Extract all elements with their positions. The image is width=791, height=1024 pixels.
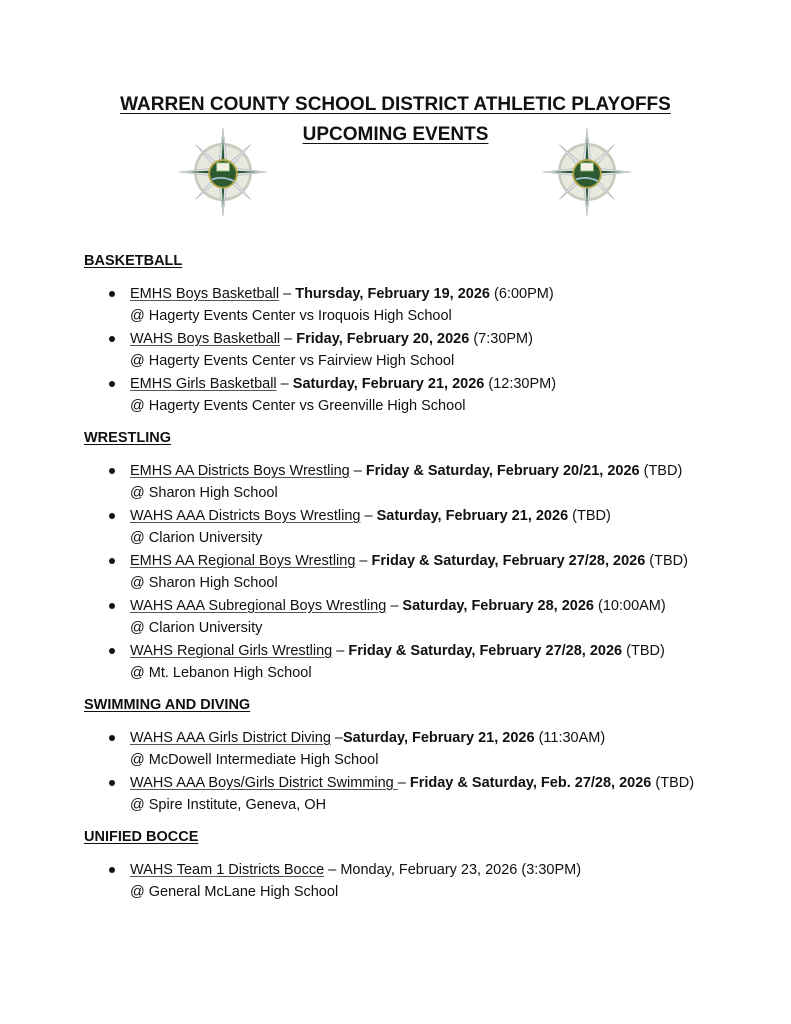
- section-heading: WRESTLING: [84, 430, 171, 446]
- event-link[interactable]: WAHS AAA Subregional Boys Wrestling: [130, 598, 387, 614]
- event-link[interactable]: WAHS AAA Girls District Diving: [130, 730, 331, 746]
- event-line: [130, 859, 764, 881]
- event-list: [84, 727, 764, 816]
- event-time: (TBD): [622, 643, 665, 659]
- separator: –: [355, 553, 372, 569]
- event-time: (3:30PM): [517, 862, 582, 878]
- bullet-icon: [109, 603, 115, 609]
- event-date: Saturday, February 28, 2026: [402, 598, 594, 614]
- event-venue: @ Clarion University: [130, 530, 263, 546]
- event-link[interactable]: EMHS Boys Basketball: [130, 286, 280, 302]
- event-line: [130, 460, 764, 482]
- section-swimming-and-diving: [84, 694, 764, 816]
- event-link[interactable]: WAHS AAA Boys/Girls District Swimming: [130, 775, 398, 791]
- event-item: [84, 595, 764, 639]
- separator: –: [279, 286, 296, 302]
- event-link[interactable]: WAHS AAA Districts Boys Wrestling: [130, 508, 361, 524]
- event-venue: @ Sharon High School: [130, 575, 278, 591]
- event-link[interactable]: EMHS AA Regional Boys Wrestling: [130, 553, 356, 569]
- event-time: (TBD): [651, 775, 695, 791]
- event-venue: @ Spire Institute, Geneva, OH: [130, 797, 327, 813]
- event-line: [130, 328, 764, 350]
- event-list: [84, 283, 764, 417]
- separator: –: [324, 862, 341, 878]
- page-subtitle: UPCOMING EVENTS: [302, 124, 489, 145]
- event-line: [130, 727, 764, 749]
- event-line: [130, 550, 764, 572]
- event-time: (6:00PM): [490, 286, 554, 302]
- event-time: (TBD): [568, 508, 611, 524]
- event-item: [84, 283, 764, 327]
- event-item: [84, 505, 764, 549]
- event-item: [84, 727, 764, 771]
- event-time: (TBD): [645, 553, 688, 569]
- event-link[interactable]: WAHS Boys Basketball: [130, 331, 281, 347]
- event-date: Saturday, February 21, 2026: [376, 508, 569, 524]
- event-time: (11:30AM): [534, 730, 606, 746]
- bullet-icon: [109, 513, 115, 519]
- event-date: Friday & Saturday, Feb. 27/28, 2026: [409, 775, 652, 791]
- separator: –: [276, 376, 293, 392]
- event-list: [84, 460, 764, 684]
- event-link[interactable]: EMHS AA Districts Boys Wrestling: [130, 463, 350, 479]
- event-line: [130, 595, 764, 617]
- event-link[interactable]: WAHS Regional Girls Wrestling: [130, 643, 333, 659]
- separator: –: [397, 775, 410, 791]
- event-venue: @ General McLane High School: [130, 884, 339, 900]
- event-link[interactable]: EMHS Girls Basketball: [130, 376, 277, 392]
- event-venue: @ Mt. Lebanon High School: [130, 665, 312, 681]
- bullet-icon: [109, 735, 115, 741]
- compass-rose-logo-icon: [175, 126, 271, 218]
- bullet-icon: [109, 291, 115, 297]
- bullet-icon: [109, 558, 115, 564]
- section-basketball: [84, 250, 764, 417]
- event-line: [130, 772, 764, 794]
- event-item: [84, 640, 764, 684]
- event-list: [84, 859, 764, 903]
- bullet-icon: [109, 381, 115, 387]
- event-venue: @ Clarion University: [130, 620, 263, 636]
- event-venue: @ McDowell Intermediate High School: [130, 752, 379, 768]
- event-date: Monday, February 23, 2026: [340, 862, 518, 878]
- event-line: [130, 283, 764, 305]
- event-time: (10:00AM): [593, 598, 666, 614]
- event-item: [84, 772, 764, 816]
- event-time: (12:30PM): [484, 376, 557, 392]
- event-date: Friday, February 20, 2026: [296, 331, 470, 347]
- bullet-icon: [109, 468, 115, 474]
- event-time: (TBD): [639, 463, 683, 479]
- section-heading: BASKETBALL: [84, 253, 183, 269]
- compass-rose-logo-icon: [539, 126, 635, 218]
- events-content: [84, 250, 764, 913]
- bullet-icon: [109, 780, 115, 786]
- event-date: Friday & Saturday, February 27/28, 2026: [348, 643, 623, 659]
- event-item: [84, 859, 764, 903]
- event-date: Thursday, February 19, 2026: [295, 286, 490, 302]
- separator: –: [332, 643, 349, 659]
- event-date: Saturday, February 21, 2026: [342, 730, 535, 746]
- event-date: Saturday, February 21, 2026: [292, 376, 485, 392]
- separator: –: [360, 508, 377, 524]
- event-line: [130, 505, 764, 527]
- separator: –: [330, 730, 343, 746]
- section-wrestling: [84, 427, 764, 684]
- event-venue: @ Sharon High School: [130, 485, 278, 501]
- event-item: [84, 550, 764, 594]
- event-item: [84, 460, 764, 504]
- separator: –: [386, 598, 403, 614]
- event-line: [130, 373, 764, 395]
- separator: –: [349, 463, 366, 479]
- event-line: [130, 640, 764, 662]
- bullet-icon: [109, 648, 115, 654]
- event-date: Friday & Saturday, February 27/28, 2026: [371, 553, 646, 569]
- event-link[interactable]: WAHS Team 1 Districts Bocce: [130, 862, 325, 878]
- event-item: [84, 373, 764, 417]
- separator: –: [280, 331, 297, 347]
- event-venue: @ Hagerty Events Center vs Fairview High School: [130, 353, 455, 369]
- section-heading: SWIMMING AND DIVING: [84, 697, 251, 713]
- bullet-icon: [109, 867, 115, 873]
- bullet-icon: [109, 336, 115, 342]
- event-venue: @ Hagerty Events Center vs Greenville High School: [130, 398, 466, 414]
- page-title: WARREN COUNTY SCHOOL DISTRICT ATHLETIC PLAYOFFS: [120, 94, 671, 115]
- event-item: [84, 328, 764, 372]
- event-date: Friday & Saturday, February 20/21, 2026: [365, 463, 640, 479]
- event-venue: @ Hagerty Events Center vs Iroquois High School: [130, 308, 452, 324]
- section-unified-bocce: [84, 826, 764, 903]
- section-heading: UNIFIED BOCCE: [84, 829, 199, 845]
- event-time: (7:30PM): [469, 331, 533, 347]
